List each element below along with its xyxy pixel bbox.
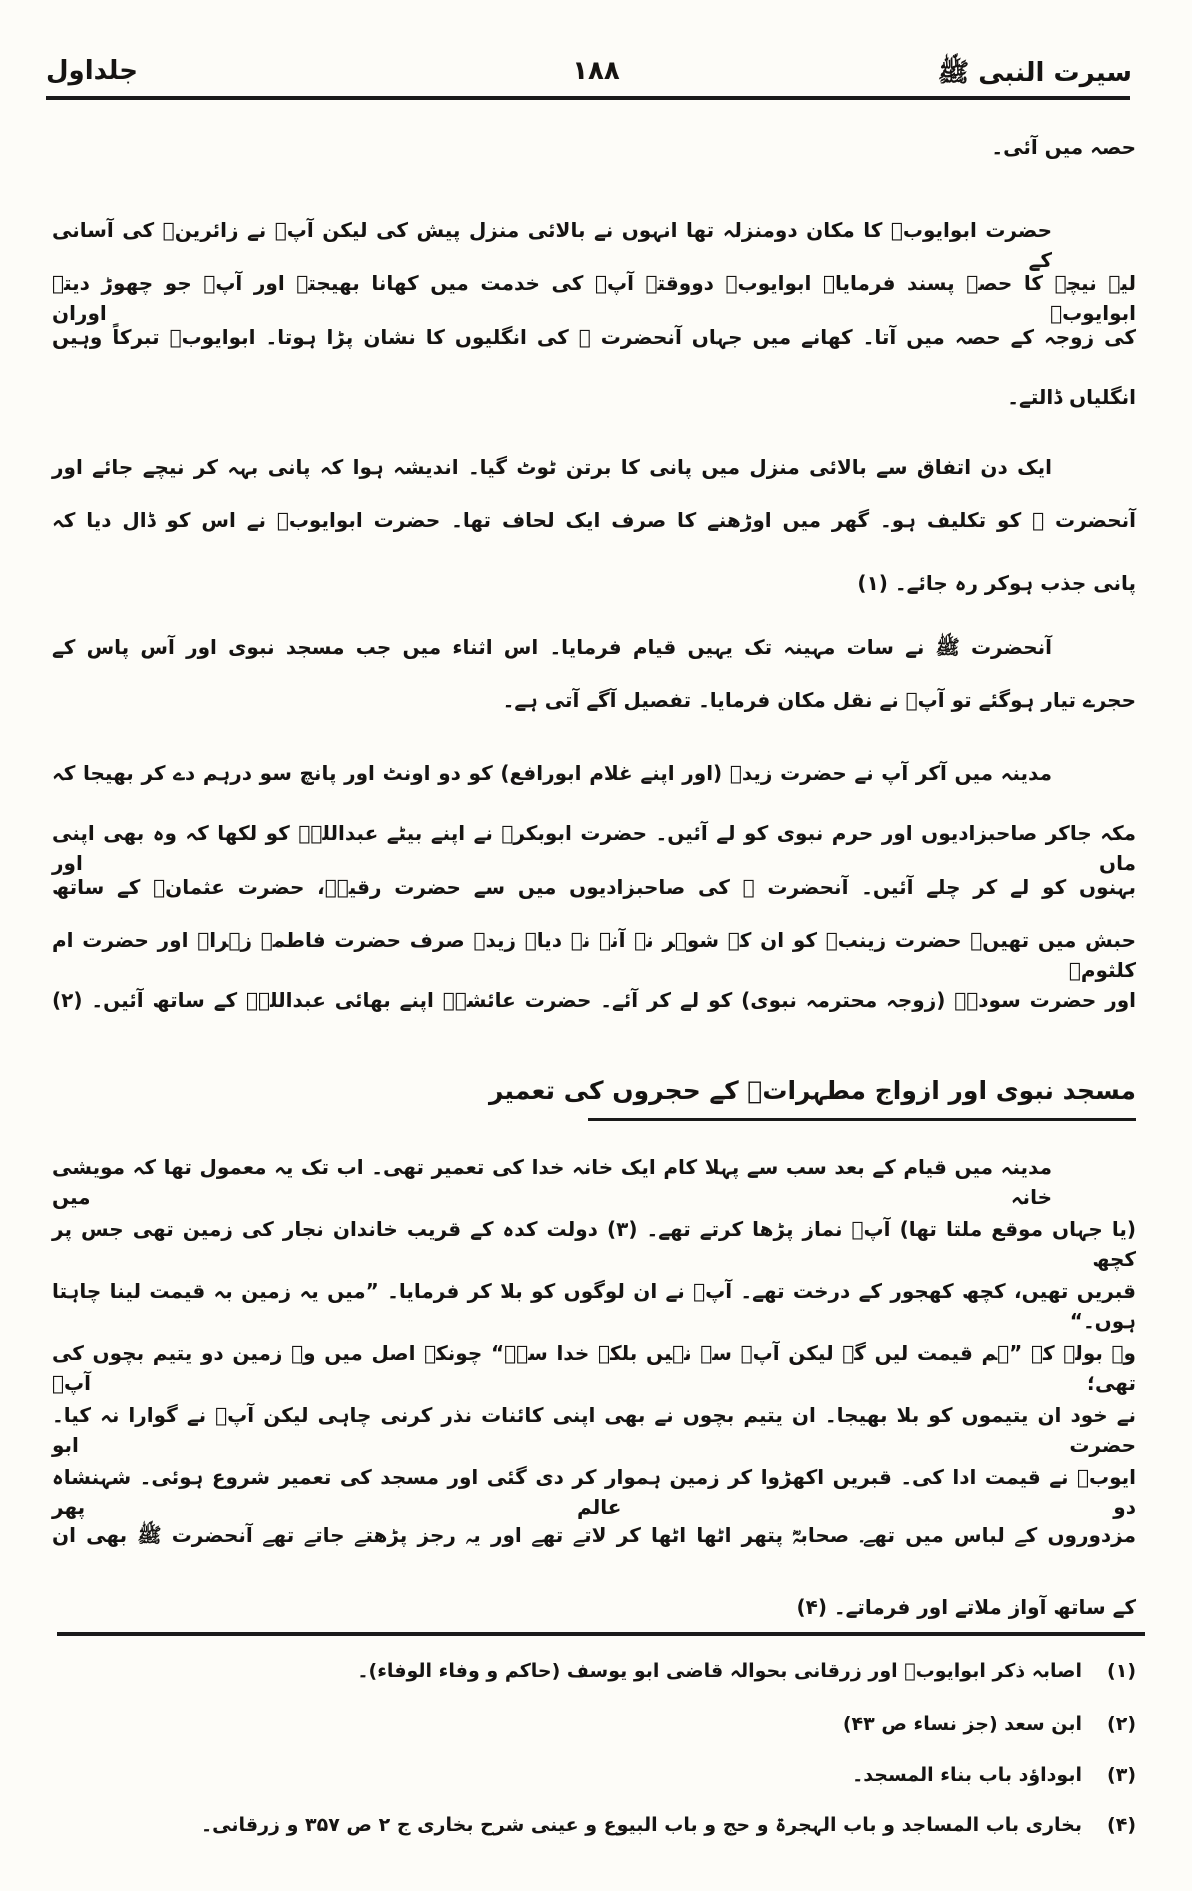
- text-line: مزدوروں کے لباس میں تھے۔ صحابہؓ پتھر اٹھا اٹھا کر لاتے تھے اور یہ رجز پڑھتے جاتے تھے آنحضرت ﷺ بھی ان: [52, 1523, 1136, 1547]
- text-line: حصہ میں آئی۔: [991, 135, 1136, 159]
- text-line: نے خود ان یتیموں کو بلا بھیجا۔ ان یتیم بچوں نے بھی اپنی کائنات نذر کرنی چاہی لیکن آپؐ نے گوارا نہ کیا۔ حضرت ابو: [52, 1403, 1136, 1457]
- heading-underline: [588, 1118, 1136, 1121]
- header-rule: [46, 96, 1130, 100]
- text-line: حبش میں تھیں۔ حضرت زینبؓ کو ان کے شوہر نے آنے نہ دیا۔ زیدؓ صرف حضرت فاطمہ زہراؓ اور حضرت ام کلثومؓ: [52, 928, 1136, 982]
- text-line: حجرے تیار ہوگئے تو آپؐ نے نقل مکان فرمایا۔ تفصیل آگے آتی ہے۔: [502, 688, 1136, 712]
- footnote-number: (۳): [1107, 1764, 1136, 1786]
- text-line: آنحضرت ﷺ کو تکلیف ہو۔ گھر میں اوڑھنے کا صرف ایک لحاف تھا۔ حضرت ابوایوبؓ نے اس کو ڈال دیا کہ: [52, 508, 1136, 532]
- text-line: وہ بولے کہ ”ہم قیمت لیں گے لیکن آپؐ سے نہیں بلکہ خدا سے۔“ چونکہ اصل میں وہ زمین دو یتیم بچوں کی تھی؛ آپؐ: [52, 1341, 1136, 1395]
- book-title: سیرت النبی ﷺ: [937, 58, 1132, 88]
- footnote-number: (۴): [1107, 1814, 1136, 1836]
- footnote: [52, 1814, 1136, 1836]
- page-number: ۱۸۸: [572, 56, 620, 86]
- text-line: لیے نیچے کا حصہ پسند فرمایا۔ ابوایوبؓ دووقتہ آپؐ کی خدمت میں کھانا بھیجتے اور آپؐ جو چھوڑ دیتے ابوایوبؓ اوران: [52, 271, 1136, 325]
- text-line: انگلیاں ڈالتے۔: [1007, 385, 1136, 409]
- footnote-text: ابوداؤد باب بناء المسجد۔: [852, 1764, 1082, 1786]
- text-line: اور حضرت سودہؓ (زوجہ محترمہ نبوی) کو لے کر آئے۔ حضرت عائشہؓ اپنے بھائی عبداللہؓ کے ساتھ آئیں۔ (۲): [52, 988, 1136, 1012]
- section-heading-text: مسجد نبوی اور ازواج مطہراتؓ کے حجروں کی تعمیر: [489, 1076, 1136, 1105]
- footnote-number: (۲): [1107, 1713, 1136, 1735]
- text-line: آنحضرت ﷺ نے سات مہینہ تک یہیں قیام فرمایا۔ اس اثناء میں جب مسجد نبوی اور آس پاس کے: [52, 635, 1052, 659]
- footnote: [52, 1660, 1136, 1682]
- text-line: پانی جذب ہوکر رہ جائے۔ (۱): [857, 571, 1136, 595]
- text-line: ایوبؓ نے قیمت ادا کی۔ قبریں اکھڑوا کر زمین ہموار کر دی گئی اور مسجد کی تعمیر شروع ہوئی۔ شہنشاہ دو عالم پھر: [52, 1465, 1136, 1519]
- footnote: [52, 1764, 1136, 1786]
- section-heading: [52, 1076, 1136, 1105]
- footnote-text: بخاری باب المساجد و باب الہجرۃ و حج و باب البیوع و عینی شرح بخاری ج ۲ ص ۳۵۷ و زرقانی۔: [201, 1814, 1082, 1836]
- text-line: مکہ جاکر صاحبزادیوں اور حرم نبوی کو لے آئیں۔ حضرت ابوبکرؓ نے اپنے بیٹے عبداللہؓ کو لکھا کہ وہ بھی اپنی ماں اور: [52, 821, 1136, 875]
- text-line: قبریں تھیں، کچھ کھجور کے درخت تھے۔ آپؐ نے ان لوگوں کو بلا کر فرمایا۔ ”میں یہ زمین بہ قیمت لینا چاہتا ہوں۔“: [52, 1279, 1136, 1333]
- footnote-text: ابن سعد (جز نساء ص ۴۳): [842, 1713, 1082, 1735]
- footnote: [52, 1713, 1136, 1735]
- text-line: مدینہ میں آکر آپ نے حضرت زیدؓ (اور اپنے غلام ابورافع) کو دو اونٹ اور پانچ سو درہم دے کر بھیجا کہ: [52, 761, 1052, 785]
- text-line: بہنوں کو لے کر چلے آئیں۔ آنحضرت ﷺ کی صاحبزادیوں میں سے حضرت رقیہؓ، حضرت عثمانؓ کے ساتھ: [52, 875, 1136, 899]
- footnote-rule: [57, 1632, 1145, 1636]
- volume-label: جلداول: [46, 56, 139, 86]
- text-line: کی زوجہ کے حصہ میں آتا۔ کھانے میں جہاں آنحضرت ﷺ کی انگلیوں کا نشان پڑا ہوتا۔ ابوایوبؓ تبرکاً وہیں: [52, 325, 1136, 349]
- text-line: کے ساتھ آواز ملاتے اور فرماتے۔ (۴): [796, 1595, 1136, 1619]
- text-line: (یا جہاں موقع ملتا تھا) آپؐ نماز پڑھا کرتے تھے۔ (۳) دولت کدہ کے قریب خاندان نجار کی زمین تھی جس پر کچھ: [52, 1217, 1136, 1271]
- footnote-text: اصابہ ذکر ابوایوبؓ اور زرقانی بحوالہ قاضی ابو یوسف (حاکم و وفاء الوفاء)۔: [357, 1660, 1082, 1682]
- text-line: حضرت ابوایوبؓ کا مکان دومنزلہ تھا انہوں نے بالائی منزل پیش کی لیکن آپؐ نے زائرینؔ کی آسانی کے: [52, 218, 1052, 272]
- text-line: مدینہ میں قیام کے بعد سب سے پہلا کام ایک خانہ خدا کی تعمیر تھی۔ اب تک یہ معمول تھا کہ مویشی خانہ میں: [52, 1155, 1052, 1209]
- text-line: ایک دن اتفاق سے بالائی منزل میں پانی کا برتن ٹوٹ گیا۔ اندیشہ ہوا کہ پانی بہہ کر نیچے جائے اور: [52, 455, 1052, 479]
- footnote-number: (۱): [1107, 1660, 1136, 1682]
